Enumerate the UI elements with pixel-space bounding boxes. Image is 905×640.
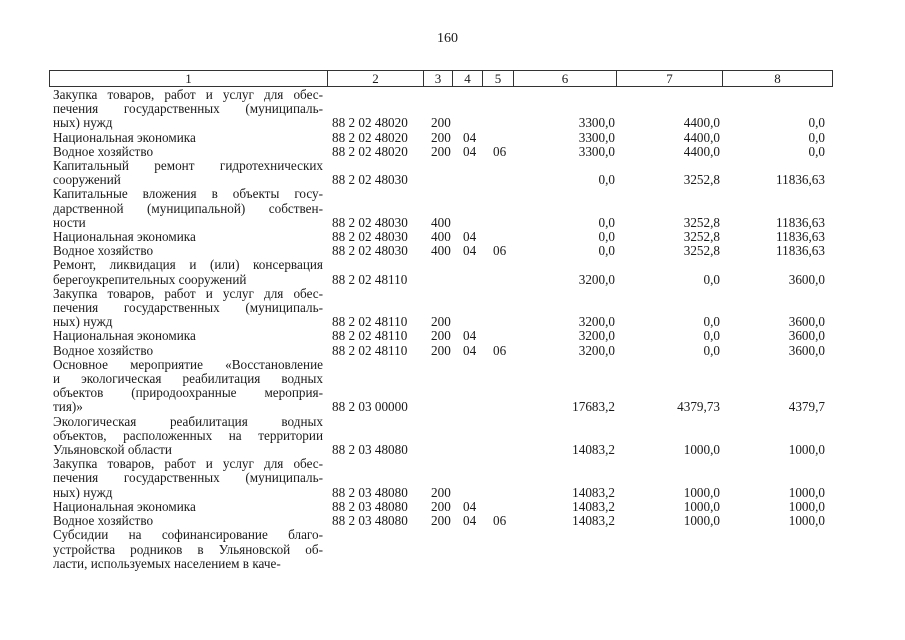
amount-col-8: 1000,0	[788, 498, 825, 514]
row-values	[53, 514, 838, 528]
amount-col-8: 11836,63	[776, 172, 825, 188]
amount-col-6: 14083,2	[572, 442, 615, 458]
subsection: 06	[493, 143, 507, 159]
table-row	[53, 187, 838, 230]
expense-type: 200	[431, 115, 451, 131]
description-line: сооружений	[53, 172, 121, 188]
table-row	[53, 230, 838, 244]
row-values	[53, 315, 838, 329]
header-col-7: 7	[617, 71, 723, 86]
description-line: берегоукрепительных сооружений	[53, 271, 247, 287]
header-col-4: 4	[453, 71, 483, 86]
budget-code: 88 2 03 48080	[332, 442, 408, 458]
budget-code: 88 2 02 48110	[332, 328, 408, 344]
description-line: объектов, расположенных на территории	[53, 427, 323, 443]
section: 04	[463, 129, 477, 145]
row-values	[53, 443, 838, 457]
subsection: 06	[493, 513, 507, 529]
description-line: Закупка товаров, работ и услуг для обес-	[53, 87, 323, 102]
table-row	[53, 514, 838, 528]
table-row	[53, 329, 838, 343]
description-line: печения государственных (муниципаль-	[53, 300, 323, 316]
amount-col-6: 3300,0	[578, 115, 615, 131]
amount-col-7: 1000,0	[683, 498, 720, 514]
row-values	[53, 486, 838, 500]
table-row	[53, 159, 838, 187]
budget-code: 88 2 03 48080	[332, 484, 408, 500]
expense-type: 400	[431, 214, 451, 230]
amount-col-7: 3252,8	[683, 229, 720, 245]
table-row	[53, 344, 838, 358]
description-line: Капитальный ремонт гидротехнических	[53, 158, 323, 174]
budget-code: 88 2 02 48030	[332, 172, 408, 188]
budget-code: 88 2 02 48030	[332, 229, 408, 245]
amount-col-8: 11836,63	[776, 214, 825, 230]
budget-code: 88 2 02 48020	[332, 115, 408, 131]
expense-type: 200	[431, 314, 451, 330]
amount-col-6: 3300,0	[578, 129, 615, 145]
description-line: печения государственных (муниципаль-	[53, 101, 323, 117]
amount-col-8: 11836,63	[776, 229, 825, 245]
table-row	[53, 500, 838, 514]
amount-col-7: 1000,0	[683, 442, 720, 458]
table-row	[53, 88, 838, 131]
expense-type: 200	[431, 143, 451, 159]
amount-col-7: 0,0	[703, 314, 720, 330]
amount-col-7: 4400,0	[683, 143, 720, 159]
table-row	[53, 528, 838, 571]
amount-col-7: 4379,73	[677, 399, 720, 415]
amount-col-6: 0,0	[598, 172, 615, 188]
header-col-8: 8	[774, 71, 781, 86]
budget-code: 88 2 02 48110	[332, 271, 408, 287]
budget-code: 88 2 02 48110	[332, 342, 408, 358]
budget-code: 88 2 03 00000	[332, 399, 408, 415]
table-row	[53, 287, 838, 330]
amount-col-8: 4379,7	[788, 399, 825, 415]
amount-col-8: 3600,0	[788, 271, 825, 287]
amount-col-7: 4400,0	[683, 129, 720, 145]
row-values	[53, 557, 838, 571]
amount-col-7: 3252,8	[683, 214, 720, 230]
row-values	[53, 244, 838, 258]
description-line: Экологическая реабилитация водных	[53, 413, 323, 429]
description-line: ласти, используемых населением в каче-	[53, 555, 281, 571]
expense-type: 200	[431, 484, 451, 500]
row-values	[53, 216, 838, 230]
section: 04	[463, 328, 477, 344]
row-values	[53, 230, 838, 244]
amount-col-8: 0,0	[808, 143, 825, 159]
budget-code: 88 2 03 48080	[332, 498, 408, 514]
expense-type: 400	[431, 243, 451, 259]
expense-type: 200	[431, 498, 451, 514]
row-values	[53, 273, 838, 287]
amount-col-6: 14083,2	[572, 484, 615, 500]
header-col-1: 1	[50, 71, 328, 86]
amount-col-8: 1000,0	[788, 513, 825, 529]
description-line: дарственной (муниципальной) собствен-	[53, 200, 323, 216]
description-line: Водное хозяйство	[53, 342, 154, 358]
row-values	[53, 344, 838, 358]
table-row	[53, 415, 838, 458]
row-values	[53, 131, 838, 145]
section: 04	[463, 342, 477, 358]
description-line: Водное хозяйство	[53, 143, 154, 159]
amount-col-8: 1000,0	[788, 484, 825, 500]
table-body	[53, 88, 838, 571]
expense-type: 200	[431, 342, 451, 358]
table-row	[53, 358, 838, 415]
description-line: ных) нужд	[53, 314, 113, 330]
description-line: Ремонт, ликвидация и (или) консервация	[53, 257, 323, 273]
description-line: Водное хозяйство	[53, 513, 154, 529]
table-row	[53, 457, 838, 500]
row-values	[53, 400, 838, 414]
amount-col-7: 1000,0	[683, 484, 720, 500]
subsection: 06	[493, 243, 507, 259]
description-line: Национальная экономика	[53, 129, 196, 145]
amount-col-6: 3300,0	[578, 143, 615, 159]
header-col-5: 5	[483, 71, 514, 86]
amount-col-6: 3200,0	[578, 314, 615, 330]
amount-col-7: 0,0	[703, 342, 720, 358]
page-number: 160	[437, 31, 458, 46]
section: 04	[463, 229, 477, 245]
amount-col-8: 0,0	[808, 129, 825, 145]
description-line: Основное мероприятие «Восстановление	[53, 356, 323, 372]
row-values	[53, 116, 838, 130]
table-row	[53, 244, 838, 258]
description-line: Национальная экономика	[53, 498, 196, 514]
description-line: Национальная экономика	[53, 229, 196, 245]
budget-code: 88 2 02 48110	[332, 314, 408, 330]
amount-col-6: 14083,2	[572, 513, 615, 529]
budget-code: 88 2 02 48030	[332, 243, 408, 259]
amount-col-8: 1000,0	[788, 442, 825, 458]
description-line: ности	[53, 214, 86, 230]
description-line: печения государственных (муниципаль-	[53, 470, 323, 486]
description-line: Водное хозяйство	[53, 243, 154, 259]
section: 04	[463, 143, 477, 159]
amount-col-6: 14083,2	[572, 498, 615, 514]
description-line: Национальная экономика	[53, 328, 196, 344]
description-line: тия)»	[53, 399, 83, 415]
table-header	[49, 70, 833, 87]
amount-col-8: 11836,63	[776, 243, 825, 259]
table-row	[53, 131, 838, 145]
description-line: Закупка товаров, работ и услуг для обес-	[53, 285, 323, 301]
row-values	[53, 145, 838, 159]
amount-col-7: 0,0	[703, 271, 720, 287]
amount-col-8: 3600,0	[788, 342, 825, 358]
amount-col-7: 3252,8	[683, 243, 720, 259]
expense-type: 400	[431, 229, 451, 245]
description-line: ных) нужд	[53, 484, 113, 500]
amount-col-6: 3200,0	[578, 328, 615, 344]
budget-code: 88 2 02 48020	[332, 143, 408, 159]
budget-code: 88 2 02 48020	[332, 129, 408, 145]
section: 04	[463, 498, 477, 514]
subsection: 06	[493, 342, 507, 358]
table-row	[53, 145, 838, 159]
budget-code: 88 2 02 48030	[332, 214, 408, 230]
header-col-6: 6	[514, 71, 617, 86]
amount-col-8: 0,0	[808, 115, 825, 131]
amount-col-6: 0,0	[598, 243, 615, 259]
amount-col-6: 3200,0	[578, 271, 615, 287]
section: 04	[463, 243, 477, 259]
amount-col-7: 4400,0	[683, 115, 720, 131]
amount-col-6: 0,0	[598, 229, 615, 245]
amount-col-6: 17683,2	[572, 399, 615, 415]
section: 04	[463, 513, 477, 529]
header-col-2: 2	[328, 71, 424, 86]
description-line: и экологическая реабилитация водных	[53, 371, 323, 387]
table-row	[53, 258, 838, 286]
description-line: Ульяновской области	[53, 442, 172, 458]
description-line: Субсидии на софинансирование благо-	[53, 527, 323, 543]
description-line: Капитальные вложения в объекты госу-	[53, 186, 323, 202]
header-col-3: 3	[424, 71, 453, 86]
expense-type: 200	[431, 513, 451, 529]
amount-col-8: 3600,0	[788, 328, 825, 344]
expense-type: 200	[431, 129, 451, 145]
expense-type: 200	[431, 328, 451, 344]
description-line: ных) нужд	[53, 115, 113, 131]
description-line: Закупка товаров, работ и услуг для обес-	[53, 456, 323, 472]
row-values	[53, 500, 838, 514]
amount-col-8: 3600,0	[788, 314, 825, 330]
amount-col-7: 0,0	[703, 328, 720, 344]
description-line: объектов (природоохранные мероприя-	[53, 385, 323, 401]
amount-col-6: 3200,0	[578, 342, 615, 358]
row-values	[53, 173, 838, 187]
row-values	[53, 329, 838, 343]
amount-col-6: 0,0	[598, 214, 615, 230]
description-line: устройства родников в Ульяновской об-	[53, 541, 323, 557]
amount-col-7: 1000,0	[683, 513, 720, 529]
amount-col-7: 3252,8	[683, 172, 720, 188]
budget-code: 88 2 03 48080	[332, 513, 408, 529]
